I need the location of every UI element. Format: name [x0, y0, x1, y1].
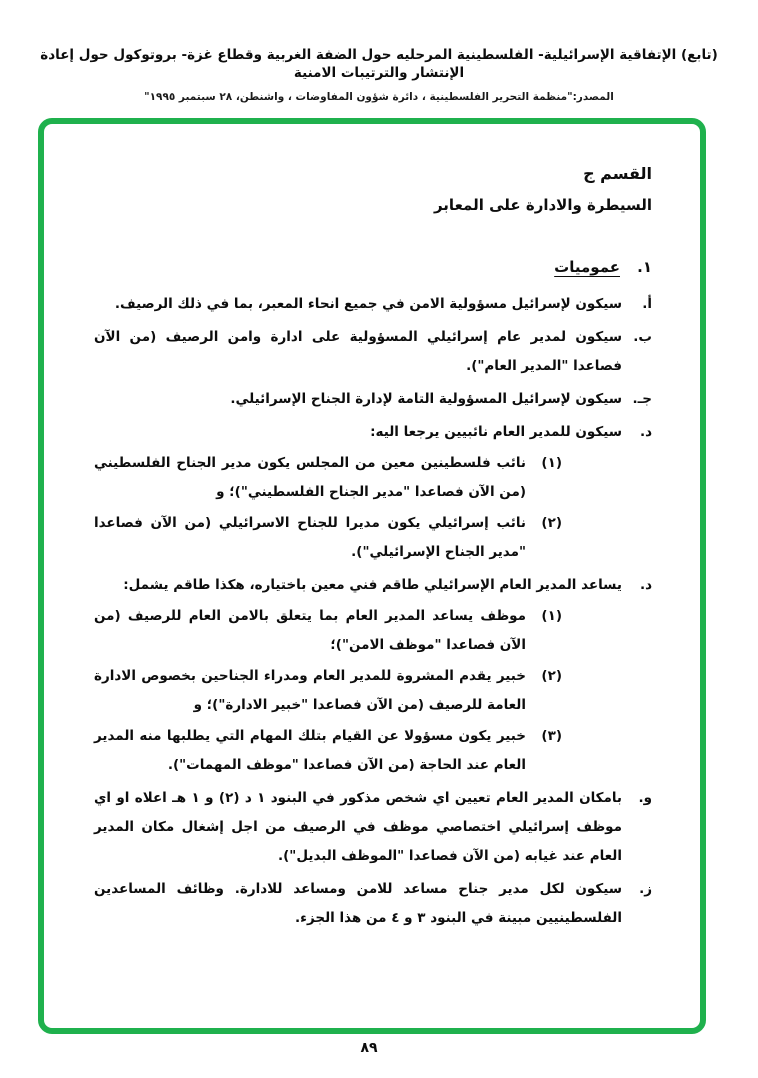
page-header: [0, 0, 758, 103]
generalities-heading: [94, 258, 652, 276]
sub-item-3: [94, 722, 562, 780]
sub-item-text: خبير يقدم المشروة للمدير العام ومدراء الجناحين بخصوص الادارة العامة للرصيف (من الآن فصاعدا "خبير الادارة")؛ و: [94, 668, 526, 713]
sub-item-1: [94, 602, 562, 660]
list-item-marker: ز.: [639, 881, 652, 897]
list-item-text: سيكون لإسرائيل مسؤولية الامن في جميع انحاء المعبر، بما في ذلك الرصيف.: [114, 296, 622, 312]
generalities-label: عموميات: [554, 258, 620, 276]
document-frame: [38, 118, 706, 1034]
list-item-d1: [94, 418, 652, 567]
sub-item-text: خبير يكون مسؤولا عن القيام بتلك المهام التي يطلبها منه المدير العام عند الحاجة (من الآن فصاعدا "موظف المهمات").: [94, 728, 526, 773]
list-item-b: [94, 323, 652, 381]
document-title: (تابع) الإتفاقية الإسرائيلية- الفلسطينية المرحليه حول الضفة الغربية وقطاع غزة- بروتوكول حول إعادة الإنتشار والترتيبات الامنية: [40, 47, 718, 81]
sub-item-marker: (٢): [541, 515, 562, 531]
list-item-marker: د.: [639, 577, 652, 593]
sub-item-text: نائب فلسطينين معين من المجلس يكون مدير الجناح الفلسطيني (من الآن فصاعدا "مدير الجناح الفلسطيني")؛ و: [94, 455, 526, 500]
list-item-text: سيكون لإسرائيل المسؤولية التامة لإدارة الجناح الإسرائيلي.: [230, 391, 622, 407]
list-item-w: [94, 784, 652, 871]
section-title: القسم ج: [583, 164, 652, 183]
list-item-text: سيكون لكل مدير جناح مساعد للامن ومساعد للادارة. وظائف المساعدين الفلسطينيين مبينة في البنود ٣ و ٤ من هذا الجزء.: [94, 881, 622, 926]
list-item-text: يساعد المدير العام الإسرائيلي طاقم فني معين باختياره، هكذا طاقم يشمل:: [123, 577, 622, 593]
list-item-marker: جـ.: [632, 391, 652, 407]
document-content: [44, 124, 700, 933]
sub-item-marker: (١): [541, 455, 562, 471]
sub-item-marker: (١): [541, 608, 562, 624]
list-item-text: بامكان المدير العام تعيين اي شخص مذكور في البنود ١ د (٢) و ١ هـ اعلاه او اي موظف إسرائيلي اختصاصي موظف في الرصيف من اجل إشغال مكان المدير العام عند غيابه (من الآن فصاعدا "الموظف البديل").: [94, 790, 623, 864]
list-item-marker: ب.: [633, 329, 652, 345]
list-item-text: سيكون للمدير العام نائبيين يرجعا اليه:: [370, 424, 622, 440]
list-item-z: [94, 875, 652, 933]
sub-item-2: [94, 662, 562, 720]
list-item-c: [94, 385, 652, 414]
list-item-text: سيكون لمدير عام إسرائيلي المسؤولية على ادارة وامن الرصيف (من الآن فصاعدا "المدير العام").: [94, 329, 622, 374]
list-item-marker: د.: [639, 424, 652, 440]
page-number: ٨٩: [360, 1040, 378, 1056]
sub-item-2: [94, 509, 562, 567]
sub-item-marker: (٣): [541, 728, 562, 744]
list-item-marker: أ.: [642, 296, 652, 312]
document-source: المصدر:"منظمة التحرير الفلسطينية ، دائرة شؤون المفاوضات ، واشنطن، ٢٨ سبتمبر ١٩٩٥": [144, 91, 614, 103]
sub-item-text: نائب إسرائيلي يكون مديرا للجناح الاسرائيلي (من الآن فصاعدا "مدير الجناح الإسرائيلي").: [94, 515, 526, 560]
list-item-marker: و.: [638, 790, 652, 806]
list-item-d2: [94, 571, 652, 780]
sub-item-marker: (٢): [541, 668, 562, 684]
list-item-a: [94, 290, 652, 319]
sub-item-1: [94, 449, 562, 507]
sub-item-text: موظف يساعد المدير العام بما يتعلق بالامن العام للرصيف (من الآن فصاعدا "موظف الامن")؛: [94, 608, 526, 653]
generalities-number: ١.: [637, 258, 652, 276]
section-subtitle: السيطرة والادارة على المعابر: [433, 196, 652, 214]
